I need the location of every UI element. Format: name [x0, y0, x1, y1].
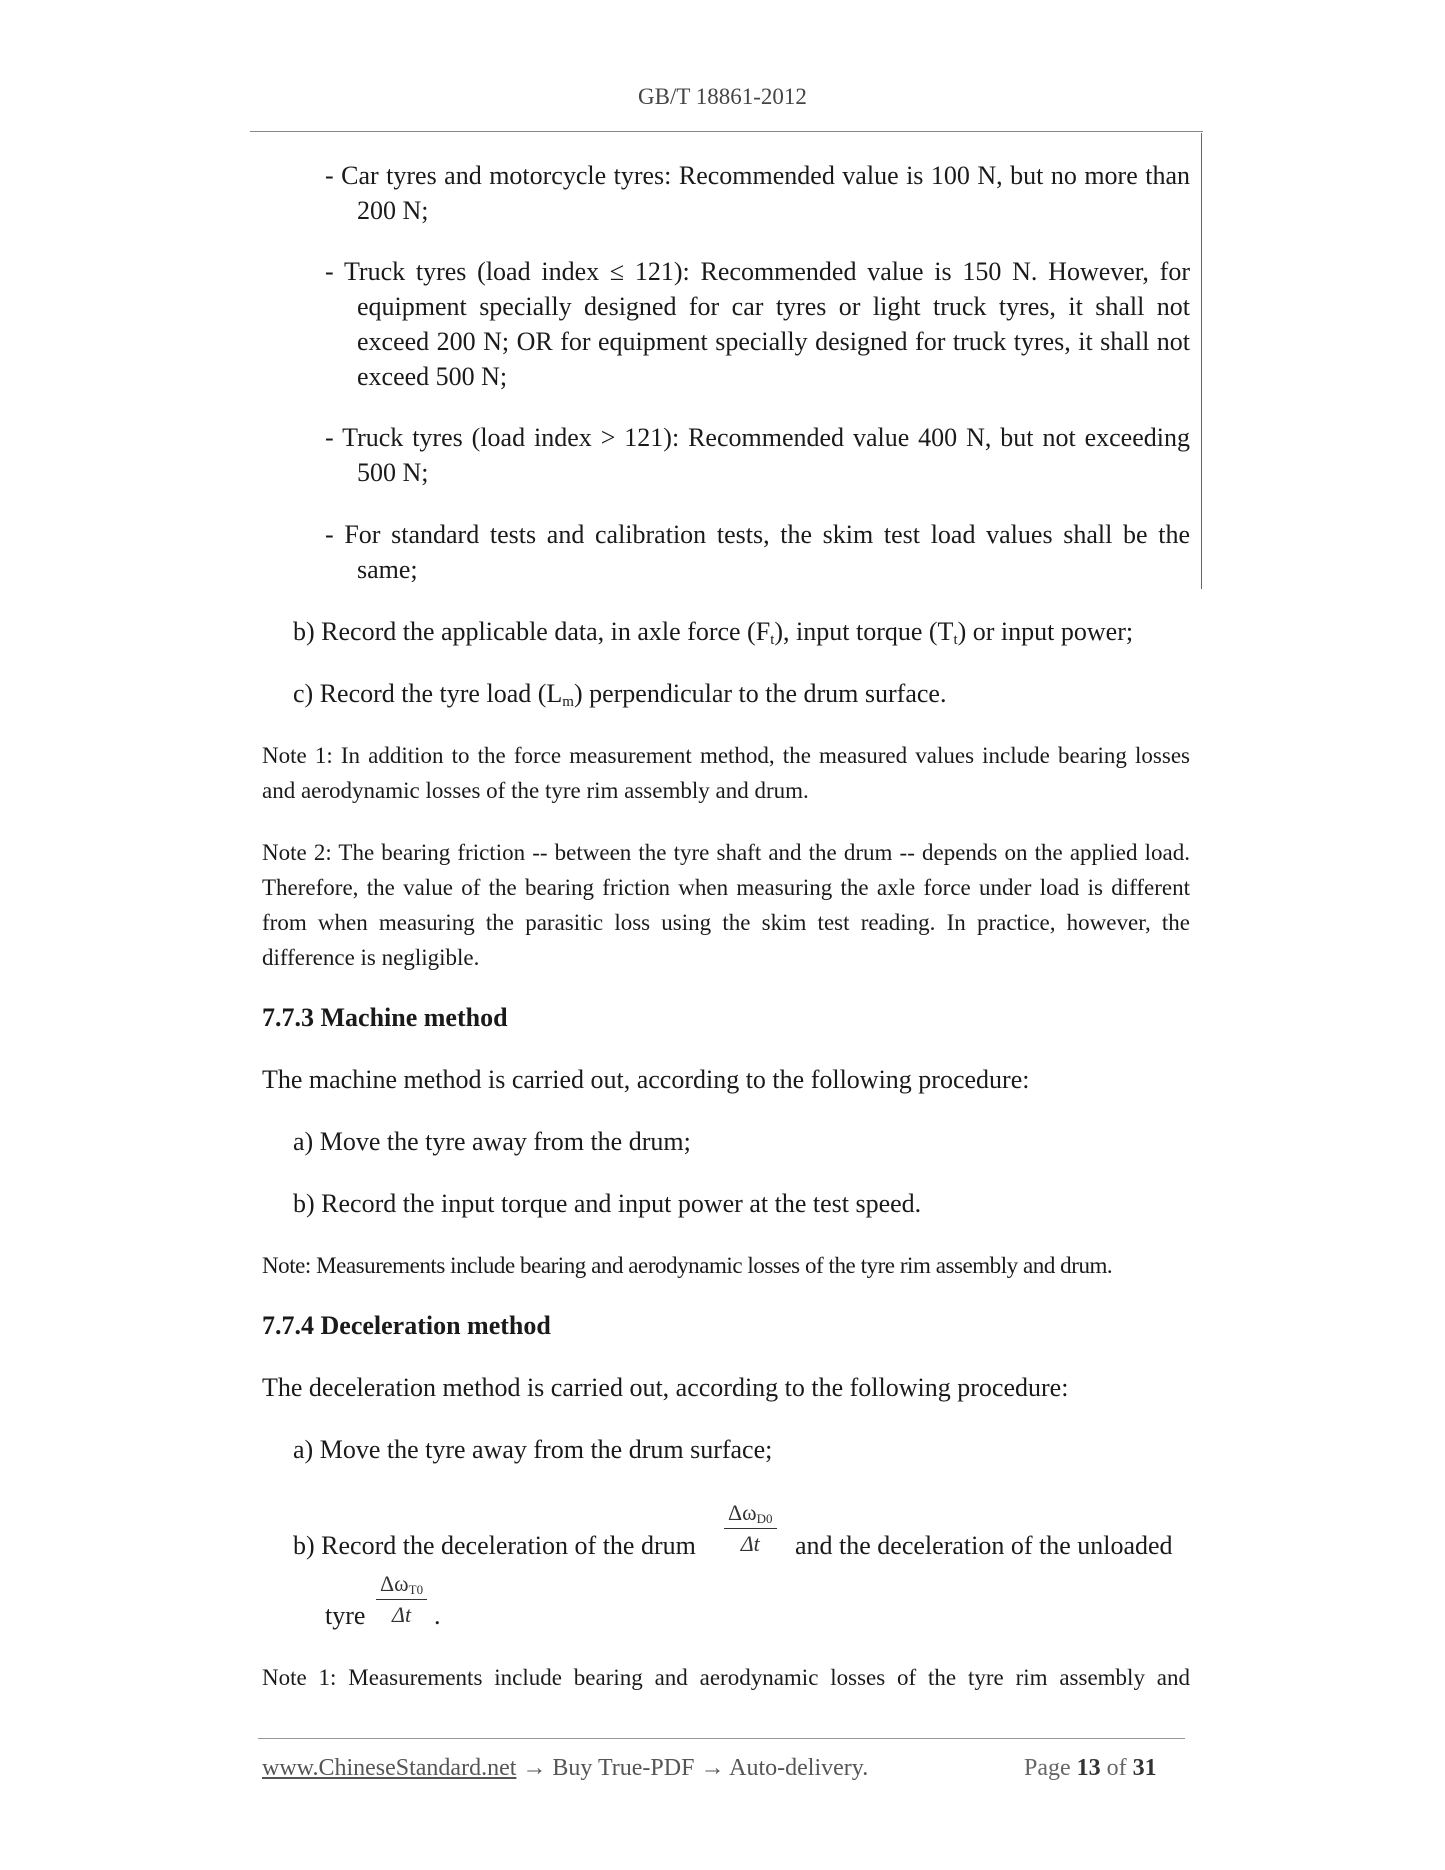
note-2-bearing-friction: Note 2: The bearing friction -- between the tyre shaft and the drum -- depends on the applied load. Therefore, the value of the bearing friction when measuring the axle force under load is different from when measuring the parasitic loss using the skim test reading. In practice, however, the difference is negligible. — [262, 840, 1190, 970]
bullet-standard-tests: - For standard tests and calibration tests, the skim test load values shall be the same; — [325, 520, 1190, 584]
arrow-right-icon: → — [700, 1755, 725, 1781]
buy-pdf-text: Buy True-PDF — [552, 1755, 695, 1781]
current-page-number: 13 — [1076, 1755, 1101, 1781]
drum-deceleration-fraction: $\Delta\omega_{D0}$ Δt — [724, 1500, 777, 1557]
machine-item-b: b) Record the input torque and input power at the test speed. — [293, 1189, 922, 1218]
deceleration-item-b-tyre: tyre — [325, 1601, 366, 1630]
section-heading-7-7-3: 7.7.3 Machine method — [262, 1003, 508, 1032]
item-c-record-tyre-load: c) Record the tyre load $(L_m)$ perpendicular to the drum surface. — [293, 679, 947, 710]
document-code-header: GB/T 18861-2012 — [638, 84, 807, 109]
revision-side-bar — [1201, 133, 1202, 589]
total-page-count: 31 — [1132, 1755, 1157, 1781]
note-1-force-method: Note 1: In addition to the force measurement method, the measured values include bearing losses and aerodynamic losses of the tyre rim assembly and drum. — [262, 743, 1190, 803]
deceleration-note-1: Note 1: Measurements include bearing and aerodynamic losses of the tyre rim assembly and — [262, 1665, 1190, 1690]
tyre-deceleration-fraction: $\Delta\omega_{T0}$ Δt — [376, 1571, 427, 1628]
machine-method-intro: The machine method is carried out, according to the following procedure: — [262, 1065, 1030, 1094]
bullet-truck-tyres-low-index: - Truck tyres (load index ≤ 121): Recommended value is 150 N. However, for equipment specially designed for car tyres or light truck tyres, it shall not exceed 200 N; OR for equipment specially designed for truck tyres, it shall not exceed 500 N; — [325, 257, 1190, 391]
auto-delivery-text: Auto-delivery. — [729, 1755, 869, 1781]
deceleration-item-b-end: . — [434, 1601, 441, 1630]
site-link[interactable]: www.ChineseStandard.net — [262, 1755, 517, 1781]
deceleration-method-intro: The deceleration method is carried out, according to the following procedure: — [262, 1373, 1069, 1402]
header-rule — [250, 131, 1203, 132]
section-heading-7-7-4: 7.7.4 Deceleration method — [262, 1311, 551, 1340]
page-indicator: Page 13 of 31 — [1024, 1755, 1157, 1781]
footer-promo — [262, 1755, 868, 1782]
machine-item-a: a) Move the tyre away from the drum; — [293, 1127, 691, 1156]
deceleration-item-b-post: and the deceleration of the unloaded — [795, 1531, 1173, 1560]
bullet-car-tyres: - Car tyres and motorcycle tyres: Recommended value is 100 N, but no more than 200 N; — [325, 161, 1190, 225]
deceleration-item-a: a) Move the tyre away from the drum surface; — [293, 1435, 773, 1464]
deceleration-item-b-pre: b) Record the deceleration of the drum — [293, 1531, 696, 1560]
machine-method-note: Note: Measurements include bearing and aerodynamic losses of the tyre rim assembly and drum. — [262, 1253, 1113, 1278]
item-b-record-axle-force: b) Record the applicable data, in axle force $(F_t)$, input torque $(T_t)$ or input power; — [293, 617, 1134, 648]
footer-rule — [258, 1738, 1185, 1739]
arrow-right-icon: → — [522, 1755, 547, 1781]
bullet-truck-tyres-high-index: - Truck tyres (load index > 121): Recommended value 400 N, but not exceeding 500 N; — [325, 423, 1190, 487]
